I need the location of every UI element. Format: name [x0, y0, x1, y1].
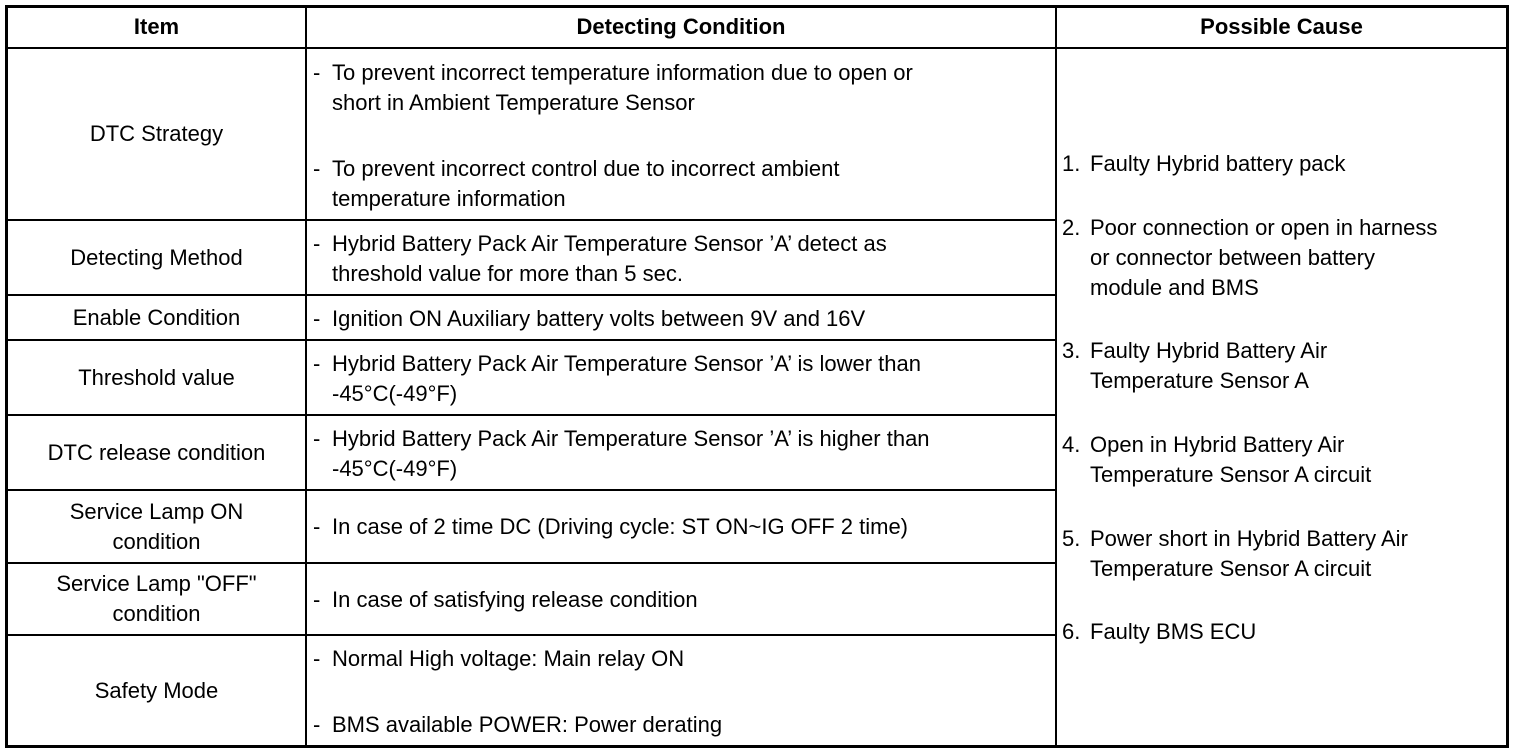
condition-text: In case of satisfying release condition	[332, 587, 698, 612]
bullet-dash: -	[313, 306, 321, 331]
bullet-dash: -	[313, 514, 321, 539]
item-label: condition	[112, 601, 201, 626]
row-divider	[5, 414, 1056, 416]
header-possible-cause: Possible Cause	[1200, 14, 1363, 39]
bullet-dash: -	[313, 712, 321, 737]
condition-text: Normal High voltage: Main relay ON	[332, 646, 685, 671]
condition-text: temperature information	[332, 186, 566, 211]
cause-text: Open in Hybrid Battery Air	[1090, 432, 1345, 457]
header-detecting-condition: Detecting Condition	[576, 14, 786, 39]
bullet-dash: -	[313, 60, 321, 85]
item-label: Service Lamp ON	[69, 498, 244, 524]
row-divider	[5, 219, 1056, 221]
row-divider	[5, 489, 1056, 491]
header-item: Item	[133, 14, 180, 39]
cause-number: 6.	[1062, 619, 1081, 644]
cause-text: Power short in Hybrid Battery Air	[1090, 526, 1408, 551]
row-divider	[5, 294, 1056, 296]
bullet-dash: -	[313, 587, 321, 612]
item-label: Service Lamp "OFF"	[56, 571, 257, 596]
column-divider	[1055, 5, 1057, 748]
cause-number: 2.	[1062, 215, 1081, 240]
bullet-dash: -	[313, 426, 321, 451]
cause-text: Faulty Hybrid Battery Air	[1090, 338, 1328, 363]
row-divider	[5, 634, 1056, 636]
item-label: DTC release condition	[47, 439, 266, 465]
condition-text: To prevent incorrect temperature information due to open or	[332, 60, 913, 85]
cause-text: Faulty BMS ECU	[1090, 619, 1257, 644]
condition-text: short in Ambient Temperature Sensor	[332, 90, 695, 115]
condition-text: -45°C(-49°F)	[332, 456, 458, 481]
condition-text: Hybrid Battery Pack Air Temperature Sensor ’A’ detect as	[332, 231, 887, 256]
condition-text: -45°C(-49°F)	[332, 381, 458, 406]
cause-text: or connector between battery	[1090, 245, 1375, 270]
condition-text: In case of 2 time DC (Driving cycle: ST ON~IG OFF 2 time)	[332, 514, 909, 539]
bullet-dash: -	[313, 351, 321, 376]
cause-text: Temperature Sensor A circuit	[1090, 462, 1372, 487]
cause-text: module and BMS	[1090, 275, 1259, 300]
item-label: condition	[112, 528, 201, 554]
item-label: Safety Mode	[94, 678, 219, 703]
cause-text: Poor connection or open in harness	[1090, 215, 1438, 240]
bullet-dash: -	[313, 156, 321, 181]
item-label: Detecting Method	[70, 244, 243, 270]
cause-text: Faulty Hybrid battery pack	[1090, 151, 1346, 176]
cause-number: 3.	[1062, 338, 1081, 363]
bullet-dash: -	[313, 231, 321, 256]
row-divider	[5, 562, 1056, 564]
condition-text: BMS available POWER: Power derating	[332, 712, 723, 737]
row-divider	[5, 339, 1056, 341]
item-label: DTC Strategy	[89, 121, 224, 146]
column-divider	[305, 5, 307, 748]
condition-text: Ignition ON Auxiliary battery volts between 9V and 16V	[332, 306, 866, 331]
item-label: Threshold value	[78, 364, 235, 390]
cause-text: Temperature Sensor A circuit	[1090, 556, 1372, 581]
cause-number: 5.	[1062, 526, 1081, 551]
condition-text: threshold value for more than 5 sec.	[332, 261, 683, 286]
item-label: Enable Condition	[72, 304, 241, 330]
row-divider	[5, 47, 1509, 49]
cause-text: Temperature Sensor A	[1090, 368, 1309, 393]
condition-text: To prevent incorrect control due to incorrect ambient	[332, 156, 840, 181]
bullet-dash: -	[313, 646, 321, 671]
condition-text: Hybrid Battery Pack Air Temperature Sensor ’A’ is lower than	[332, 351, 921, 376]
condition-text: Hybrid Battery Pack Air Temperature Sensor ’A’ is higher than	[332, 426, 930, 451]
cause-number: 1.	[1062, 151, 1081, 176]
cause-number: 4.	[1062, 432, 1081, 457]
